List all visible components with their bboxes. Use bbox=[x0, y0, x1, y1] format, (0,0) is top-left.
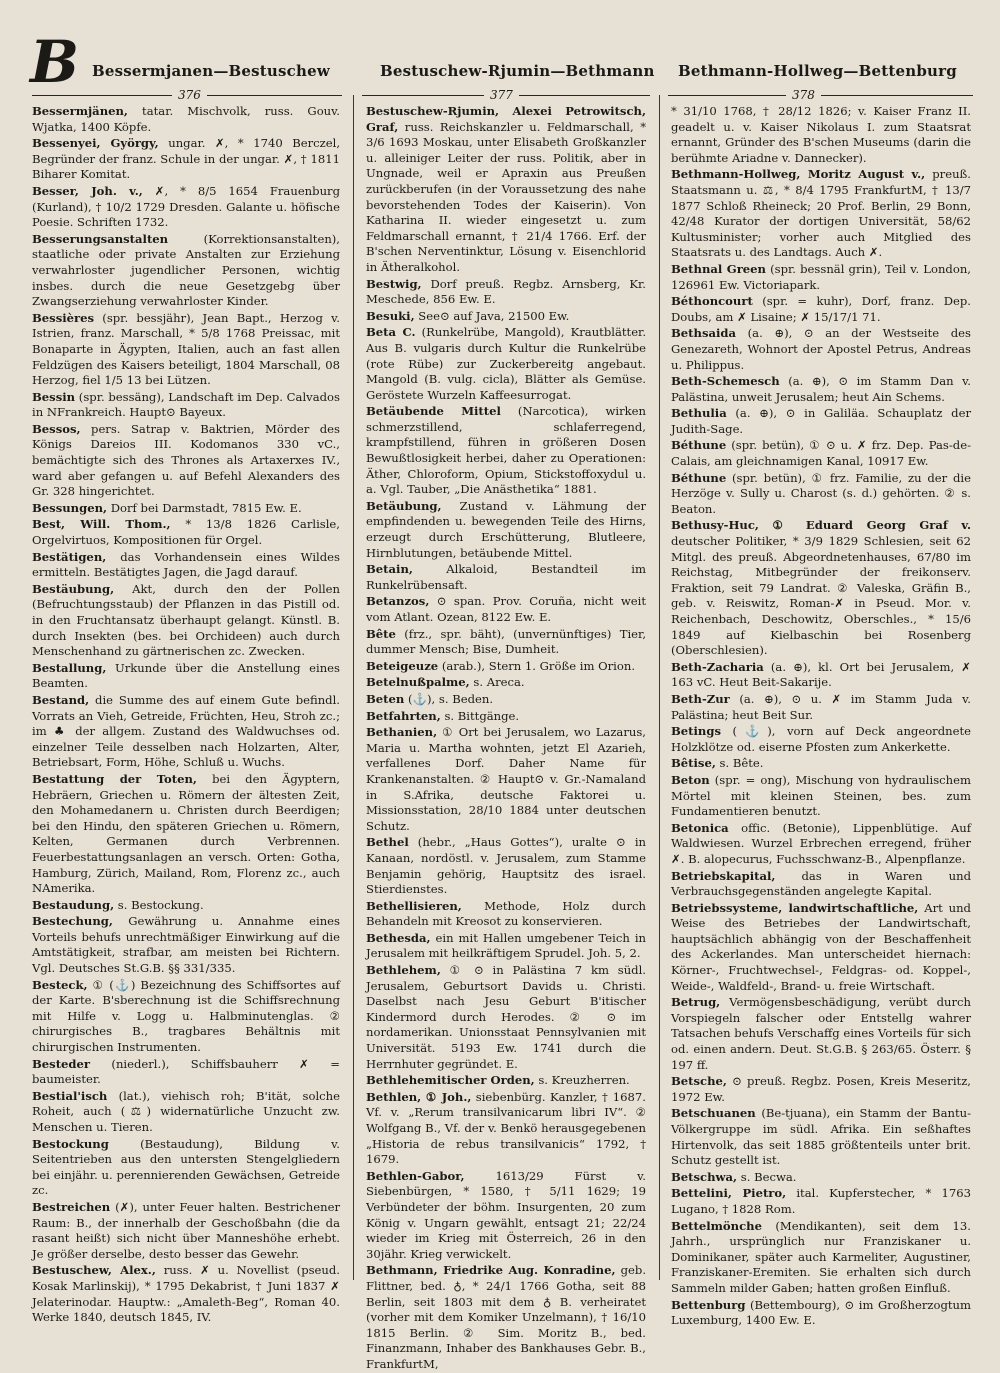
entry-definition: (a. ⊕), ⊙ an der Westseite des Genezareth, Wohnort der Apostel Petrus, Andreas u. Philippus. bbox=[671, 326, 971, 372]
dictionary-entry bbox=[671, 1170, 971, 1186]
entry-headword: Bettenburg bbox=[671, 1297, 746, 1312]
entry-headword: Beta C. bbox=[366, 325, 416, 340]
entry-headword: Bestial'isch bbox=[32, 1088, 108, 1103]
dictionary-entry bbox=[366, 675, 646, 691]
entry-headword: Betsche, bbox=[671, 1074, 727, 1089]
dictionary-entry bbox=[671, 406, 971, 437]
dictionary-entry bbox=[32, 1200, 340, 1262]
entry-definition: 1613/29 Fürst v. Siebenbürgen, * 1580, † 5/11 1629; 19 Verbündeter der böhm. Insurgenten, 20 zum König v. Ungarn gewählt, entsagt 21; 22/24 wieder im Krieg mit Österreich, 26 in den 30jähr. Krieg verwickelt. bbox=[366, 1168, 646, 1261]
column-divider-1 bbox=[353, 95, 354, 1280]
column-3 bbox=[671, 104, 971, 1328]
entry-definition: Dorf preuß. Regbz. Arnsberg, Kr. Meschede, 856 Ew. E. bbox=[366, 276, 646, 307]
entry-definition: Urkunde über die Anstellung eines Beamten. bbox=[32, 660, 340, 691]
dictionary-entry bbox=[671, 1186, 971, 1217]
entry-headword: Beteigeuze bbox=[366, 658, 439, 673]
entry-definition: ital. Kupferstecher, * 1763 Lugano, † 1828 Rom. bbox=[671, 1186, 971, 1216]
dictionary-entry bbox=[366, 499, 646, 561]
entry-headword: Besteder bbox=[32, 1056, 91, 1071]
entry-headword: Betäubende Mittel bbox=[366, 404, 501, 419]
entry-headword: Besser, Joh. v., bbox=[32, 183, 143, 198]
entry-headword: Betfahrten, bbox=[366, 708, 441, 723]
entry-definition: Zustand v. Lähmung der empfindenden u. bewegenden Teile des Hirns, erzeugt durch Erschütterung, Blutleere, Hirnblutungen, betäubende Mittel. bbox=[366, 498, 646, 560]
dictionary-entry bbox=[671, 167, 971, 261]
dictionary-entry bbox=[366, 835, 646, 897]
entry-headword: Bethlen, ① Joh., bbox=[366, 1089, 472, 1104]
entry-definition: (Runkelrübe, Mangold), Krautblätter. Aus B. vulgaris durch Kultur die Runkelrübe (rote Rübe) zur Zuckerbereitg angebaut. Mangold (B. vulg. cicla), Blätter als Gemüse. Geröstete Wurzeln Kaffeesurrogat. bbox=[366, 325, 647, 402]
dictionary-entry bbox=[32, 422, 340, 500]
entry-headword: Bestwig, bbox=[366, 276, 422, 291]
entry-headword: Besteck, bbox=[32, 977, 88, 992]
entry-headword: Besserungsanstalten bbox=[32, 231, 169, 246]
entry-headword: Bettelmönche bbox=[671, 1218, 762, 1233]
entry-headword: Bethesda, bbox=[366, 930, 431, 945]
entry-definition: (spr. = ong), Mischung von hydraulischem Mörtel mit kleinen Steinen, bes. zum Fundamentieren benutzt. bbox=[671, 772, 971, 819]
entry-headword: Bettelini, Pietro, bbox=[671, 1186, 787, 1201]
entry-definition: (Bettembourg), ⊙ im Großherzogtum Luxemburg, 1400 Ew. E. bbox=[671, 1297, 971, 1328]
entry-headword: Betanzos, bbox=[366, 594, 430, 609]
header-right-range: Bethmann-Hollweg—Bettenburg bbox=[678, 62, 957, 80]
entry-headword: Bessières bbox=[32, 310, 95, 325]
entry-headword: Bethnal Green bbox=[671, 261, 766, 276]
entry-definition: (hebr., „Haus Gottes“), uralte ⊙ in Kanaan, nordöstl. v. Jerusalem, zum Stamme Benjamin gehörig, Hauptsitz des israel. Stierdienstes. bbox=[366, 835, 646, 897]
entry-definition: (niederl.), Schiffsbauherr ✗ = baumeister. bbox=[32, 1056, 340, 1087]
dictionary-entry bbox=[32, 978, 340, 1056]
entry-headword: Bestätigen, bbox=[32, 549, 107, 564]
entry-definition: * 31/10 1768, † 28/12 1826; v. Kaiser Franz II. geadelt u. v. Kaiser Nikolaus I. zum Staatsrat ernannt, Gründer des B'schen Museums (darin die berühmte Ariadne v. Dannecker). bbox=[671, 104, 971, 165]
dictionary-entry bbox=[671, 756, 971, 772]
entry-definition: (spr. betün), ① ⊙ u. ✗ frz. Dep. Pas-de-Calais, am gleichnamigen Kanal, 10917 Ew. bbox=[671, 438, 971, 469]
entry-headword: Betings bbox=[671, 724, 721, 739]
entry-headword: Bestechung, bbox=[32, 914, 113, 929]
entry-headword: Betschwa, bbox=[671, 1169, 738, 1184]
entry-definition: (⚓), vorn auf Deck angeordnete Holzklötze od. eiserne Pfosten zum Ankerkette. bbox=[671, 724, 971, 754]
entry-definition: See⊙ auf Java, 21500 Ew. bbox=[414, 308, 570, 323]
dictionary-entry bbox=[366, 899, 646, 930]
entry-headword: Bethmann-Hollweg, Moritz August v., bbox=[671, 167, 926, 182]
dictionary-entry bbox=[366, 627, 646, 658]
dictionary-entry bbox=[366, 963, 646, 1072]
dictionary-entry bbox=[32, 390, 340, 421]
dictionary-entry bbox=[366, 325, 646, 403]
entry-definition: (spr. betün), ① frz. Familie, zu der die Herzöge v. Sully u. Charost (s. d.) gehörten. ② s. Beaton. bbox=[671, 470, 971, 516]
dictionary-entry bbox=[32, 914, 340, 976]
dictionary-entry bbox=[32, 550, 340, 581]
dictionary-entry bbox=[671, 374, 971, 405]
entry-headword: Bessos, bbox=[32, 421, 81, 436]
dictionary-entry bbox=[671, 294, 971, 325]
entry-definition: (a. ⊕), kl. Ort bei Jerusalem, ✗ 163 vC. Heut Beit-Sakarije. bbox=[671, 659, 971, 690]
entry-definition: die Summe des auf einem Gute befindl. Vorrats an Vieh, Getreide, Früchten, Heu, Stroh zc.; im ♣ der allgem. Zustand des Waldwuchses od. einzelner Teile desselben nach Holzarten, Alter, Betriebsart, Form, Höhe, Schluß u. Wuchs. bbox=[32, 692, 340, 770]
entry-headword: Bêtise, bbox=[671, 756, 716, 771]
entry-definition: (⚓), s. Beden. bbox=[404, 691, 494, 706]
entry-headword: Beth-Zur bbox=[671, 691, 730, 706]
page-number-mid: 377 bbox=[484, 88, 519, 102]
entry-definition: pers. Satrap v. Baktrien, Mörder des Königs Dareios III. Kodomanos 330 vC., bemächtigte sich des Thrones als Artaxerxes IV., ward aber gefangen u. auf Befehl Alexanders des Gr. 328 hingerichtet. bbox=[32, 421, 340, 499]
entry-headword: Besuki, bbox=[366, 308, 415, 323]
entry-headword: Bessermjänen, bbox=[32, 104, 128, 118]
dictionary-entry bbox=[366, 725, 646, 834]
dictionary-entry bbox=[32, 1263, 340, 1325]
entry-definition: (a. ⊕), ⊙ in Galiläa. Schauplatz der Judith-Sage. bbox=[671, 406, 971, 436]
entry-definition: deutscher Politiker, * 3/9 1829 Schlesien, seit 62 Mitgl. des preuß. Abgeordnetenhauses, 67/80 im Reichstag, Mitbegründer der freikonserv. Fraktion, seit 79 Landrat. ② Valeska, Gräfin B., geb. v. Reiswitz, Roman-✗ in Pseud. Mor. v. Reichenbach, Deschowitz, Oberschles., * 15/6 1849 auf Kielbaschin bei Rosenberg (Oberschlesien). bbox=[671, 534, 971, 658]
entry-definition: Vermögensbeschädigung, verübt durch Vorspiegeln falscher oder Entstellg wahrer Tatsachen behufs Verschaffg eines Vorteils für sich od. einen andern. Deut. St.G.B. § 263/65. Österr. § 197 ff. bbox=[671, 995, 971, 1072]
entry-definition: bei den Ägyptern, Hebräern, Griechen u. Römern der ältesten Zeit, den Mohamedanern u. Christen durch Beerdigen; bei den Hindu, den späteren Griechen u. Römern, Kelten, Germanen durch Verbrennen. Feuerbestattungsanlagen an versch. Orten: Gotha, Hamburg, Zürich, Mailand, Rom, Florenz zc., auch NAmerika. bbox=[32, 771, 340, 896]
entry-definition: geb. Flittner, bed. ♁, * 24/1 1766 Gotha, seit 88 Berlin, seit 1803 mit dem ♁ B. verheiratet (vorher mit dem Komiker Unzelmann), † 16/10 1815 Berlin. ② Sim. Moritz B., bed. Finanzmann, Inhaber des Bankhauses Gebr. B., FrankfurtM, bbox=[366, 1263, 647, 1371]
dictionary-entry bbox=[671, 869, 971, 900]
dictionary-entry bbox=[366, 931, 646, 962]
entry-headword: Betriebskapital, bbox=[671, 868, 776, 883]
column-2 bbox=[366, 104, 647, 1371]
entry-definition: russ. Reichskanzler u. Feldmarschall, * 3/6 1693 Moskau, unter Elisabeth Großkanzler u. alleiniger Leiter der russ. Politik, aber in Ungnade, weil er Apraxin aus Preußen zurückberufen (in der Voraussetzung des nahe bevorstehenden Todes der Kaiserin). Von Katharina II. wieder eingesetzt u. zum Feldmarschall ernannt, † 21/4 1766. Erf. der B'schen Nerventinktur, Lösung v. Eisenchlorid in Ätheralkohol. bbox=[366, 119, 646, 274]
dictionary-entry bbox=[32, 693, 340, 771]
entry-headword: Bethsaida bbox=[671, 326, 737, 341]
dictionary-entry bbox=[671, 821, 971, 868]
entry-headword: Betrug, bbox=[671, 995, 721, 1010]
entry-definition: ein mit Hallen umgebener Teich in Jerusalem mit heilkräftigem Sprudel. Joh. 5, 2. bbox=[366, 930, 646, 961]
dictionary-entry bbox=[671, 1219, 971, 1297]
column-divider-2 bbox=[659, 95, 660, 1280]
dictionary-entry bbox=[32, 1089, 340, 1136]
column-1 bbox=[32, 104, 341, 1325]
entry-headword: Betäubung, bbox=[366, 498, 442, 513]
entry-headword: Beton bbox=[671, 772, 710, 787]
entry-headword: Bethulia bbox=[671, 406, 727, 421]
dictionary-entry bbox=[32, 501, 340, 517]
entry-definition: (spr. = kuhr), Dorf, franz. Dep. Doubs, am ✗ Lisaine; ✗ 15/17/1 71. bbox=[671, 294, 971, 324]
entry-definition: (a. ⊕), ⊙ im Stamm Dan v. Palästina, unweit Jerusalem; heut Ain Schems. bbox=[671, 374, 971, 404]
dictionary-entry bbox=[32, 1137, 340, 1199]
dictionary-entry bbox=[671, 1074, 971, 1105]
entry-definition: das Vorhandensein eines Wildes ermitteln. Bestätigtes Jagen, die Jagd darauf. bbox=[32, 549, 340, 580]
entry-headword: Bethlehemitischer Orden, bbox=[366, 1073, 535, 1088]
entry-definition: s. Bête. bbox=[715, 756, 764, 771]
entry-definition: siebenbürg. Kanzler, † 1687. Vf. v. „Rerum transilvanicarum libri IV“. ② Wolfgang B., Vf. der v. Benkö herausgegebenen „Historia de rebus transilvanicis“ 1792, † 1679. bbox=[366, 1089, 646, 1167]
entry-headword: Bessenyei, György, bbox=[32, 136, 159, 151]
entry-headword: Bessin bbox=[32, 389, 76, 404]
entry-definition: ① ⊙ in Palästina 7 km südl. Jerusalem, Geburtsort Davids u. Christi. Daselbst nach Jesu Geburt B'itischer Kindermord durch Herodes. ② ⊙ im nordamerikan. Unionsstaat Pennsylvanien mit Universität. 5193 Ew. 1741 durch die Herrnhuter gegründet. E. bbox=[366, 963, 646, 1071]
entry-headword: Bethanien, bbox=[366, 725, 438, 740]
entry-definition: s. Areca. bbox=[469, 675, 525, 690]
dictionary-entry bbox=[671, 995, 971, 1073]
dictionary-entry bbox=[32, 1057, 340, 1088]
entry-definition: (Bestaudung), Bildung v. Seitentrieben aus den untersten Stengelgliedern bei einjähr. u. perennierenden Gewächsen, Getreide zc. bbox=[32, 1136, 340, 1198]
entry-definition: das in Waren und Verbrauchsgegenständen angelegte Kapital. bbox=[671, 868, 971, 899]
entry-headword: Bestaudung, bbox=[32, 897, 115, 912]
entry-definition: (Narcotica), wirken schmerzstillend, schlaferregend, krampfstillend, führen in größeren Dosen Bewußtlosigkeit herbei, daher zu Operationen: Äther, Chloroform, Opium, Stickstoffoxydul u. a. Vgl. Tauber, „Die Anästhetika“ 1881. bbox=[366, 404, 646, 497]
entry-definition: (a. ⊕), ⊙ u. ✗ im Stamm Juda v. Palästina; heut Beit Sur. bbox=[671, 691, 971, 722]
dictionary-entry bbox=[671, 438, 971, 469]
dictionary-entry bbox=[671, 104, 971, 166]
entry-headword: Bestockung bbox=[32, 1136, 109, 1151]
entry-headword: Betriebssysteme, landwirtschaftliche, bbox=[671, 900, 919, 915]
header-left-range: Bessermjanen—Bestuschew bbox=[92, 62, 330, 80]
entry-definition: ungar. ✗, * 1740 Berczel, Begründer der franz. Schule in der ungar. ✗, † 1811 Biharer Komitat. bbox=[32, 136, 341, 182]
entry-definition: (spr. bessjähr), Jean Bapt., Herzog v. Istrien, franz. Marschall, * 5/8 1768 Preissac, mit Bonaparte in Ägypten, Italien, auch an fast allen Feldzügen des Kaisers beteiligt, 1804 Marschall, 08 Herzog, fiel 1/5 13 bei Lützen. bbox=[32, 310, 340, 388]
entry-definition: (Korrektionsanstalten), staatliche oder private Anstalten zur Erziehung verwahrloster jugendlicher Personen, wichtig insbes. durch die neue Gesetzgebg über Zwangserziehung verwahrloster Kinder. bbox=[32, 231, 340, 309]
entry-definition: (Be-tjuana), ein Stamm der Bantu-Völkergruppe im südl. Afrika. Ein seßhaftes Hirtenvolk, das seit 1885 größtenteils unter brit. Schutz gestellt ist. bbox=[671, 1106, 971, 1168]
entry-headword: Béthune bbox=[671, 470, 727, 485]
dictionary-entry bbox=[366, 709, 646, 725]
entry-headword: Bethlen-Gabor, bbox=[366, 1168, 465, 1183]
dictionary-entry bbox=[671, 773, 971, 820]
dictionary-entry bbox=[366, 277, 646, 308]
entry-definition: ⊙ span. Prov. Coruña, nicht weit vom Atlant. Ozean, 8122 Ew. E. bbox=[366, 594, 646, 624]
entry-headword: Béthoncourt bbox=[671, 294, 753, 309]
dictionary-entry bbox=[671, 518, 971, 658]
entry-headword: Bethel bbox=[366, 835, 409, 850]
dictionary-entry bbox=[671, 1298, 971, 1329]
dictionary-entry bbox=[32, 184, 340, 231]
entry-headword: Best, Will. Thom., bbox=[32, 517, 171, 532]
entry-definition: s. Bestockung. bbox=[114, 897, 204, 912]
entry-definition: Methode, Holz durch Behandeln mit Kreosot zu konservieren. bbox=[366, 898, 646, 929]
entry-definition: (Mendikanten), seit dem 13. Jahrh., ursprünglich nur Franziskaner u. Dominikaner, später auch Karmeliter, Augustiner, Franziskaner-Eremiten. Sie erhalten sich durch Sammeln milder Gaben; hatten großen Einfluß. bbox=[671, 1218, 971, 1295]
dictionary-entry bbox=[366, 404, 646, 498]
entry-headword: Bestuschew, Alex., bbox=[32, 1263, 156, 1278]
entry-headword: Betain, bbox=[366, 562, 413, 577]
entry-headword: Béthune bbox=[671, 438, 727, 453]
entry-definition: offic. (Betonie), Lippenblütige. Auf Waldwiesen. Wurzel Erbrechen erregend, früher ✗. B. alopecurus, Fuchsschwanz-B., Alpenpflanze. bbox=[671, 820, 971, 866]
entry-definition: * 13/8 1826 Carlisle, Orgelvirtuos, Kompositionen für Orgel. bbox=[32, 517, 340, 548]
dictionary-entry bbox=[366, 1263, 646, 1372]
entry-definition: (spr. bessäng), Landschaft im Dep. Calvados in NFrankreich. Haupt⊙ Bayeux. bbox=[32, 389, 340, 420]
entry-definition: (lat.), viehisch roh; B'ität, solche Roheit, auch (⚖) widernatürliche Unzucht zw. Menschen u. Tieren. bbox=[32, 1088, 340, 1134]
dictionary-entry bbox=[366, 104, 646, 276]
dictionary-entry bbox=[32, 311, 340, 389]
entry-headword: Bessungen, bbox=[32, 500, 108, 515]
dictionary-entry bbox=[32, 104, 340, 135]
entry-headword: Bête bbox=[366, 626, 396, 641]
entry-definition: ⊙ preuß. Regbz. Posen, Kreis Meseritz, 1972 Ew. bbox=[671, 1074, 971, 1104]
entry-headword: Bestreichen bbox=[32, 1199, 111, 1214]
header-mid-range: Bestuschew-Rjumin—Bethmann bbox=[380, 62, 655, 80]
dictionary-entry bbox=[366, 1169, 646, 1263]
entry-headword: Bestuschew-Rjumin, Alexei Petrowitsch, Graf, bbox=[366, 104, 646, 134]
page-number-left: 376 bbox=[172, 88, 207, 102]
entry-definition: Dorf bei Darmstadt, 7815 Ew. E. bbox=[107, 500, 302, 515]
dictionary-entry bbox=[366, 692, 646, 708]
entry-definition: (spr. bessnäl grin), Teil v. London, 126961 Ew. Victoriapark. bbox=[671, 261, 971, 292]
dictionary-entry bbox=[671, 1106, 971, 1168]
dictionary-entry bbox=[32, 661, 340, 692]
entry-definition: ✗, * 8/5 1654 Frauenburg (Kurland), † 10/2 1729 Dresden. Galante u. höfische Poesie. Schriften 1732. bbox=[32, 183, 340, 230]
dictionary-entry bbox=[32, 517, 340, 548]
page-number-right: 378 bbox=[786, 88, 821, 102]
entry-headword: Bestallung, bbox=[32, 660, 107, 675]
entry-headword: Bethmann, Friedrike Aug. Konradine, bbox=[366, 1263, 616, 1278]
dictionary-entry bbox=[366, 1073, 646, 1089]
section-letter: B bbox=[30, 28, 80, 96]
dictionary-entry bbox=[32, 582, 340, 660]
dictionary-entry bbox=[671, 471, 971, 518]
dictionary-entry bbox=[671, 326, 971, 373]
dictionary-entry bbox=[671, 692, 971, 723]
entry-definition: ① (⚓) Bezeichnung des Schiffsortes auf der Karte. B'sberechnung ist die Schiffsrechnung mit Hilfe v. Logg u. Halbminutenglas. ② chirurgisches B., tragbares Behältnis mit chirurgischen Instrumenten. bbox=[32, 977, 340, 1055]
dictionary-entry bbox=[366, 562, 646, 593]
entry-definition: s. Becwa. bbox=[737, 1169, 797, 1184]
dictionary-entry bbox=[671, 660, 971, 691]
dictionary-entry bbox=[366, 1090, 646, 1168]
entry-headword: Betonica bbox=[671, 820, 729, 835]
entry-headword: Bethusy-Huc, ① Eduard Georg Graf v. bbox=[671, 518, 971, 533]
entry-definition: s. Kreuzherren. bbox=[534, 1073, 630, 1088]
entry-definition: Alkaloid, Bestandteil im Runkelrübensaft. bbox=[366, 562, 646, 592]
dictionary-entry bbox=[366, 659, 646, 675]
entry-definition: Art und Weise des Betriebes der Landwirtschaft, hauptsächlich abhängig von der Beschaffenheit des Ackerlandes. Man unterscheidet hiernach: Körner-, Fruchtwechsel-, Feldgras- od. Koppel-, Weide-, Waldfeld-, Brand- u. freie Wirtschaft. bbox=[671, 900, 971, 993]
entry-headword: Bestattung der Toten, bbox=[32, 771, 197, 786]
entry-headword: Beten bbox=[366, 691, 405, 706]
dictionary-entry bbox=[32, 898, 340, 914]
entry-definition: (frz., spr. bäht), (unvernünftiges) Tier, dummer Mensch; Bise, Dumheit. bbox=[366, 626, 646, 657]
dictionary-entry bbox=[671, 901, 971, 995]
entry-definition: tatar. Mischvolk, russ. Gouv. Wjatka, 1400 Köpfe. bbox=[32, 104, 340, 134]
entry-headword: Betschuanen bbox=[671, 1106, 756, 1121]
entry-headword: Bestand, bbox=[32, 692, 90, 707]
dictionary-entry bbox=[32, 232, 340, 310]
dictionary-entry bbox=[671, 724, 971, 755]
dictionary-entry bbox=[32, 772, 340, 897]
entry-definition: s. Bittgänge. bbox=[440, 708, 520, 723]
entry-definition: russ. ✗ u. Novellist (pseud. Kosak Marlinskij), * 1795 Dekabrist, † Juni 1837 ✗ Jelaterinodar. Hauptw.: „Amaleth-Beg“, Roman 40. Werke 1840, deutsch 1845, IV. bbox=[32, 1263, 340, 1325]
entry-definition: (arab.), Stern 1. Größe im Orion. bbox=[438, 658, 636, 673]
dictionary-entry bbox=[671, 262, 971, 293]
entry-definition: preuß. Staatsmann u. ⚖, * 8/4 1795 FrankfurtM, † 13/7 1877 Schloß Rheineck; 20 Prof. Berlin, 29 Bonn, 42/48 Kurator der dortigen Universität, 58/62 Kultusminister; vorher auch Mitglied des Staatsrats u. des Landtags. Auch ✗. bbox=[671, 167, 971, 260]
dictionary-entry bbox=[366, 594, 646, 625]
entry-headword: Betelnußpalme, bbox=[366, 675, 470, 690]
dictionary-entry bbox=[366, 309, 646, 325]
entry-definition: (✗), unter Feuer halten. Bestrichener Raum: B., der innerhalb der Geschoßbahn (die da rasant heißt) sich nicht über Manneshöhe erhebt. Je größer derselbe, desto besser das Gewehr. bbox=[32, 1199, 340, 1261]
dictionary-entry bbox=[32, 136, 340, 183]
entry-headword: Bestäubung, bbox=[32, 581, 115, 596]
entry-headword: Bethellisieren, bbox=[366, 898, 462, 913]
entry-definition: ① Ort bei Jerusalem, wo Lazarus, Maria u. Martha wohnten, jetzt El Azarieh, verfallenes Dorf. Daher Name für Krankenanstalten. ② Haupt⊙ v. Gr.-Namaland in S.Afrika, deutsche Faktorei u. Missionsstation, 28/10 1884 unter deutschen Schutz. bbox=[366, 725, 646, 833]
entry-headword: Beth-Zacharia bbox=[671, 659, 764, 674]
entry-headword: Bethlehem, bbox=[366, 963, 441, 978]
entry-headword: Beth-Schemesch bbox=[671, 374, 780, 389]
entry-definition: Gewährung u. Annahme eines Vorteils behufs unrechtmäßiger Einwirkung auf die Amtstätigkeit, strafbar, am meisten bei Richtern. Vgl. Deutsches St.G.B. §§ 331/335. bbox=[32, 914, 340, 976]
entry-definition: Akt, durch den der Pollen (Befruchtungsstaub) der Pflanzen in das Pistill od. in den Fruchtansatz überhaupt gelangt. Künstl. B. durch Insekten (bes. bei Orchideen) auch durch Menschenhand zu gärtnerischen zc. Zwecken. bbox=[32, 581, 340, 659]
